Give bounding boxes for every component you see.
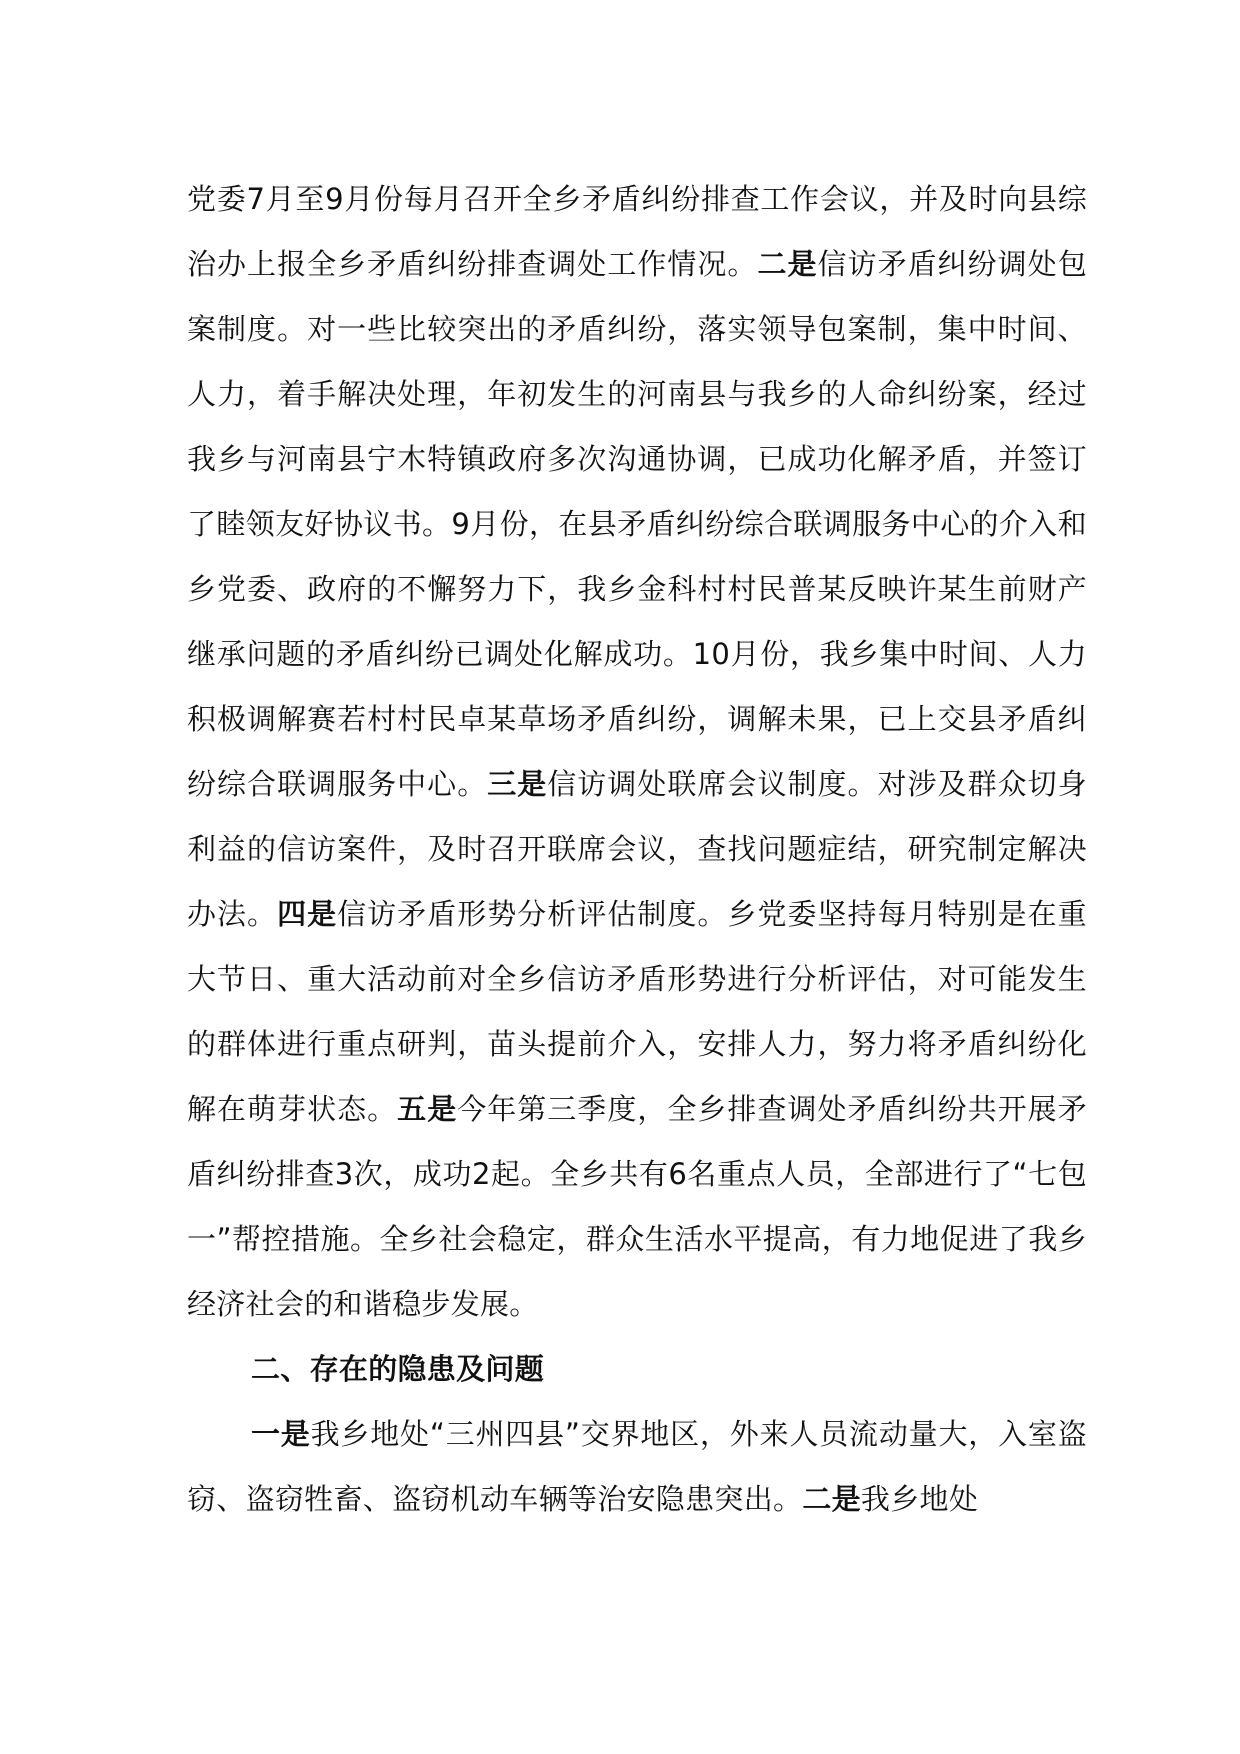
ordinal-marker: 三是 xyxy=(487,767,548,801)
body-paragraph xyxy=(187,167,1087,1337)
ordinal-marker: 一是 xyxy=(251,1417,311,1451)
paragraph-text: 信访矛盾纠纷调处包案制度。对一些比较突出的矛盾纠纷，落实领导包案制，集中时间、人力，着手解决处理，年初发生的河南县与我乡的人命纠纷案，经过我乡与河南县宁木特镇政府多次沟通协调，已成功化解矛盾，并签订了睦领友好协议书。9月份，在县矛盾纠纷综合联调服务中心的介入和乡党委、政府的不懈努力下，我乡金科村村民普某反映许某生前财产继承问题的矛盾纠纷已调处化解成功。10月份，我乡集中时间、人力积极调解赛若村村民卓某草场矛盾纠纷，调解未果，已上交县矛盾纠纷综合联调服务中心。 xyxy=(187,247,1088,801)
paragraph-text: 党委7月至9月份每月召开全乡矛盾纠纷排查工作会议，并及时向县综治办上报全乡矛盾纠纷排查调处工作情况。 xyxy=(187,182,1087,281)
ordinal-marker: 二是 xyxy=(802,1482,861,1516)
paragraph-text: 我乡地处 xyxy=(860,1482,979,1516)
paragraph-text: 信访矛盾形势分析评估制度。乡党委坚持每月特别是在重大节日、重大活动前对全乡信访矛盾形势进行分析评估，对可能发生的群体进行重点研判，苗头提前介入，安排人力，努力将矛盾纠纷化解在萌芽状态。 xyxy=(187,897,1087,1126)
ordinal-marker: 二是 xyxy=(757,247,818,281)
document-page xyxy=(187,167,1087,1532)
ordinal-marker: 四是 xyxy=(277,897,338,931)
body-paragraph xyxy=(187,1402,1087,1532)
ordinal-marker: 五是 xyxy=(397,1092,458,1126)
section-heading: 二、存在的隐患及问题 xyxy=(251,1352,545,1386)
paragraph-text: 信访调处联席会议制度。对涉及群众切身利益的信访案件，及时召开联席会议，查找问题症结，研究制定解决办法。 xyxy=(187,767,1087,931)
paragraph-text: 我乡地处“三州四县”交界地区，外来人员流动量大，入室盗窃、盗窃牲畜、盗窃机动车辆等治安隐患突出。 xyxy=(187,1417,1087,1516)
paragraph-text: 今年第三季度，全乡排查调处矛盾纠纷共开展矛盾纠纷排查3次，成功2起。全乡共有6名重点人员，全部进行了“七包一”帮控措施。全乡社会稳定，群众生活水平提高，有力地促进了我乡经济社会的和谐稳步发展。 xyxy=(187,1092,1087,1321)
